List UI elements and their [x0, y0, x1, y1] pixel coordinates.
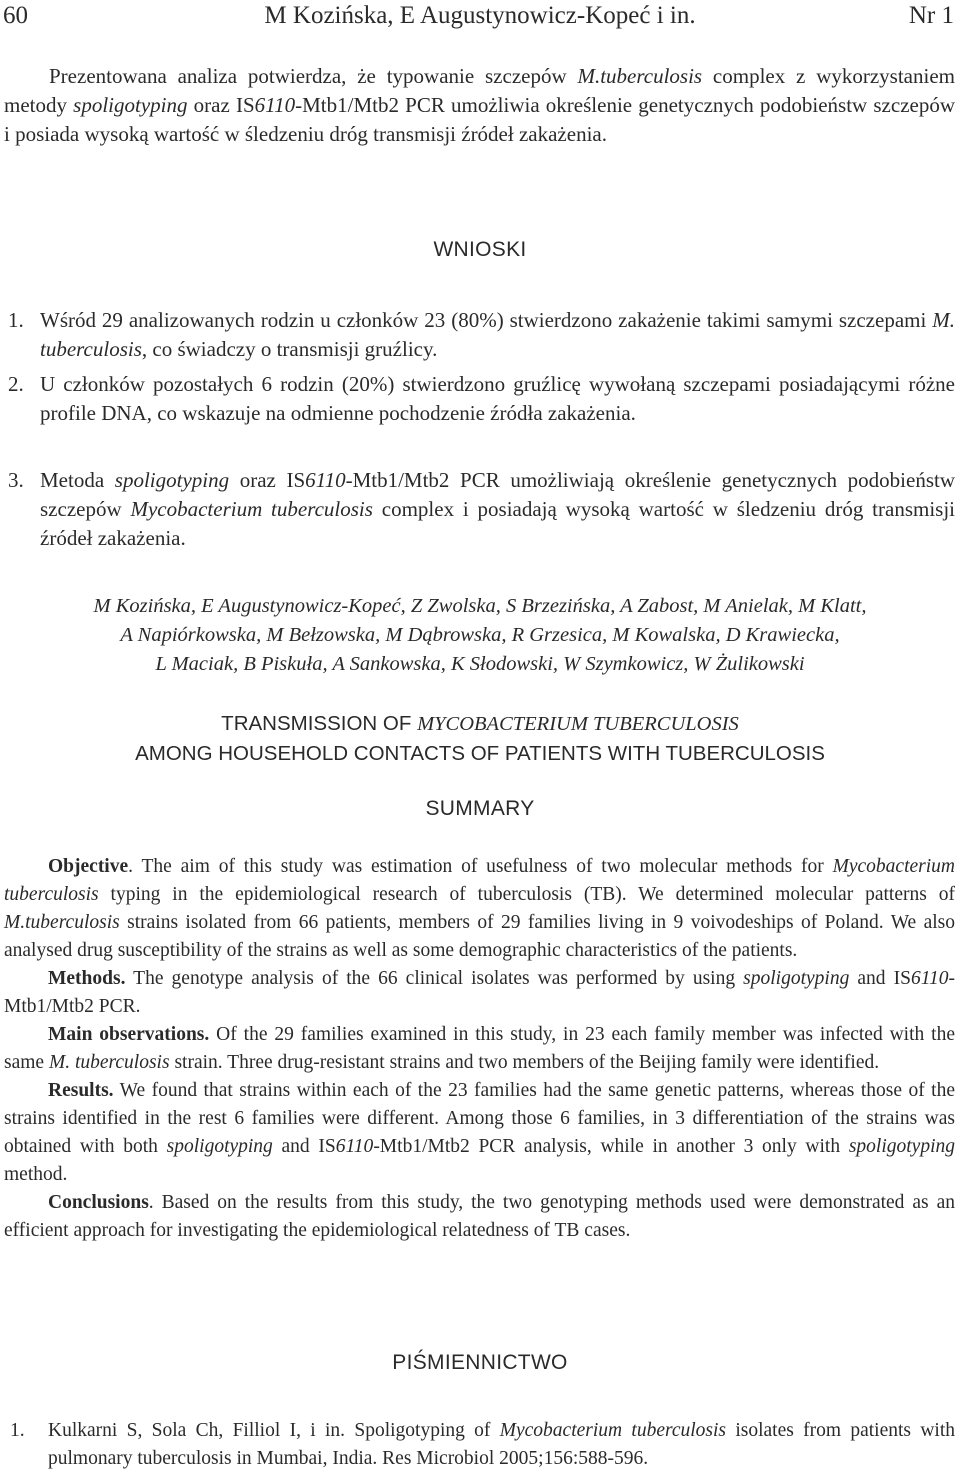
title-line-1	[0, 709, 960, 739]
page-number: 60	[3, 2, 28, 29]
text-run: Metoda	[40, 468, 115, 492]
text-run: -Mtb1/Mtb2 PCR.	[4, 968, 956, 1017]
text-run: -Mtb1/Mtb2 PCR umożliwia określenie genetycznych podobieństw szczepów i posiada wysoką wartość w śledzeniu dróg transmisji źródeł zakażenia.	[4, 93, 955, 146]
text-run: strain. Three drug-resistant strains and two members of the Beijing family were identified.	[169, 1052, 880, 1073]
text-run: oraz IS	[187, 93, 255, 117]
authors-line: M Kozińska, E Augustynowicz-Kopeć, Z Zwolska, S Brzezińska, A Zabost, M Anielak, M Klatt,	[93, 595, 867, 617]
issue-number: Nr 1	[908, 2, 954, 29]
objective-paragraph	[4, 853, 955, 965]
section-label: Results.	[48, 1080, 114, 1101]
text-run: Wśród 29 analizowanych rodzin u członków 23 (80%) stwierdzono zakażenie takimi samymi szczepami	[40, 308, 933, 332]
conclusion-item	[4, 306, 955, 364]
conclusions-heading-pl: WNIOSKI	[433, 238, 527, 261]
item-number: 2.	[8, 372, 24, 396]
section-label: Methods.	[48, 968, 126, 989]
text-run: complex i posiadają wysoką wartość w śledzeniu dróg transmisji źródeł zakażenia.	[40, 497, 955, 550]
results-paragraph	[4, 1077, 955, 1189]
reference-number: 1.	[10, 1420, 25, 1441]
method-name: spoligotyping	[848, 1136, 955, 1157]
species-name: M. tuberculosis	[40, 308, 955, 361]
is-element-number: 6110	[305, 468, 346, 492]
text-run: and IS	[849, 968, 911, 989]
text-run: -Mtb1/Mtb2 PCR umożliwiają określenie genetycznych podobieństw szczepów	[40, 468, 955, 521]
species-name: M.tuberculosis	[4, 912, 120, 933]
text-run: Prezentowana analiza potwierdza, że typowanie szczepów	[49, 64, 578, 88]
text-run: isolates from patients with pulmonary tuberculosis in Mumbai, India. Res Microbiol 2005;156:588-596.	[48, 1420, 955, 1469]
authors-line: L Maciak, B Piskuła, A Sankowska, K Słodowski, W Szymkowicz, W Żulikowski	[155, 653, 805, 675]
text-run: . The aim of this study was estimation of usefulness of two molecular methods for	[128, 856, 833, 877]
text-run: U członków pozostałych 6 rodzin (20%) stwierdzono gruźlicę wywołaną szczepami posiadającymi różne profile DNA, co wskazuje na odmienne pochodzenie źródła zakażenia.	[40, 372, 955, 425]
summary-body	[4, 853, 955, 1245]
authors-line: A Napiórkowska, M Bełzowska, M Dąbrowska, R Grzesica, M Kowalska, D Krawiecka,	[120, 624, 840, 646]
running-header	[0, 2, 960, 38]
references-heading: PIŚMIENNICTWO	[392, 1351, 568, 1374]
main-observations-paragraph	[4, 1021, 955, 1077]
species-name: M.tuberculosis	[577, 64, 703, 88]
text-run: complex z wykorzystaniem metody	[4, 64, 955, 117]
text-run: Kulkarni S, Sola Ch, Filliol I, i in. Spoligotyping of	[48, 1420, 500, 1441]
method-name: spoligotyping	[114, 468, 230, 492]
species-name: Mycobacterium tuberculosis	[130, 497, 373, 521]
text-run: and IS	[272, 1136, 336, 1157]
title-line-2: AMONG HOUSEHOLD CONTACTS OF PATIENTS WITH TUBERCULOSIS	[135, 742, 825, 765]
section-label: Main observations.	[48, 1024, 210, 1045]
text-run: , co świadczy o transmisji gruźlicy.	[141, 337, 438, 361]
method-name: spoligotyping	[743, 968, 850, 989]
is-element-number: 6110	[335, 1136, 374, 1157]
method-name: spoligotyping	[73, 93, 188, 117]
text-run: typing in the epidemiological research of tuberculosis (TB). We determined molecular patterns of	[98, 884, 955, 905]
section-label: Conclusions	[48, 1192, 149, 1213]
species-name: MYCOBACTERIUM TUBERCULOSIS	[417, 713, 739, 735]
intro-paragraph	[4, 62, 955, 149]
text-run: oraz IS	[229, 468, 306, 492]
conclusion-item	[4, 370, 955, 428]
item-number: 3.	[8, 468, 24, 492]
english-title	[0, 709, 960, 768]
english-authors	[0, 592, 960, 679]
methods-paragraph	[4, 965, 955, 1021]
text-run: -Mtb1/Mtb2 PCR analysis, while in another 3 only with	[373, 1136, 849, 1157]
text-run: We found that strains within each of the 23 families had the same genetic patterns, whereas those of the strains identified in the rest 6 families were different. Among those 6 families, in 3 differentiation of the strains was obtained with both	[4, 1080, 955, 1157]
conclusions-paragraph	[4, 1189, 955, 1245]
method-name: spoligotyping	[166, 1136, 273, 1157]
running-authors: M Kozińska, E Augustynowicz-Kopeć i in.	[264, 2, 696, 29]
reference-item	[4, 1417, 955, 1473]
text-run: Of the 29 families examined in this study, in 23 each family member was infected with the same	[4, 1024, 955, 1073]
section-label: Objective	[48, 856, 129, 877]
is-element-number: 6110	[910, 968, 949, 989]
species-name: M. tuberculosis	[48, 1052, 170, 1073]
summary-heading: SUMMARY	[425, 797, 535, 820]
species-name: Mycobacterium tuberculosis	[499, 1420, 727, 1441]
conclusion-item	[4, 466, 955, 553]
text-run: strains isolated from 66 patients, members of 29 families living in 9 voivodeships of Poland. We also analysed drug susceptibility of the strains as well as some demographic characteristics of the patients.	[4, 912, 955, 961]
is-element-number: 6110	[254, 93, 296, 117]
item-number: 1.	[8, 308, 24, 332]
species-name: Mycobacterium tuberculosis	[4, 856, 955, 905]
text-run: TRANSMISSION OF	[221, 712, 418, 735]
text-run: The genotype analysis of the 66 clinical isolates was performed by using	[125, 968, 744, 989]
text-run: . Based on the results from this study, the two genotyping methods used were demonstrated as an efficient approach for investigating the epidemiological relatedness of TB cases.	[4, 1192, 955, 1241]
text-run: method.	[4, 1164, 68, 1185]
